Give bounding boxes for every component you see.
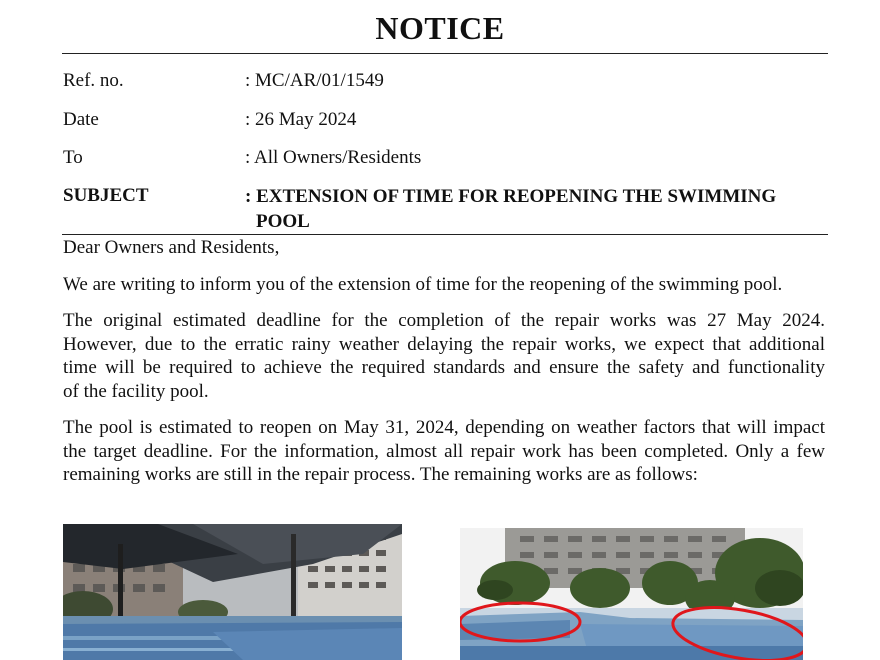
salutation: Dear Owners and Residents, bbox=[63, 237, 280, 258]
notice-title: NOTICE bbox=[375, 10, 505, 46]
pool-photo-palms-circled-icon bbox=[460, 528, 803, 660]
paragraph-2 bbox=[63, 309, 825, 403]
pool-photo-shade-sails-icon bbox=[63, 524, 402, 660]
pool-photo-right bbox=[460, 528, 803, 660]
paragraph-3-line: the target deadline. For the information, almost all repair work has been completed. Only a few bbox=[63, 440, 825, 462]
date-label: Date bbox=[63, 109, 99, 130]
to-value: : All Owners/Residents bbox=[245, 147, 422, 168]
subject-value bbox=[245, 184, 825, 234]
subject-divider bbox=[62, 234, 828, 235]
pool-photo-left bbox=[63, 524, 402, 660]
to-label: To bbox=[63, 147, 83, 168]
subject-line-1: : EXTENSION OF TIME FOR REOPENING THE SWIMMING bbox=[245, 186, 777, 207]
ref-value: : MC/AR/01/1549 bbox=[245, 70, 384, 91]
paragraph-2-line: The original estimated deadline for the completion of the repair works was 27 May 2024. bbox=[63, 310, 825, 331]
ref-label: Ref. no. bbox=[63, 70, 124, 91]
paragraph-2-line: However, due to the erratic rainy weather delaying the repair works, we expect that additional bbox=[63, 333, 825, 355]
paragraph-3-line: The pool is estimated to reopen on May 31, 2024, depending on weather factors that will impact bbox=[63, 417, 825, 438]
paragraph-2-line: time will be required to achieve the required standards and ensure the safety and functionality bbox=[63, 357, 825, 378]
subject-label: SUBJECT bbox=[63, 185, 149, 206]
paragraph-3-line: remaining works are still in the repair process. The remaining works are as follows: bbox=[63, 464, 698, 485]
date-value: : 26 May 2024 bbox=[245, 109, 357, 130]
paragraph-2-line: of the facility pool. bbox=[63, 380, 209, 402]
header-divider bbox=[62, 53, 828, 54]
paragraph-3 bbox=[63, 416, 825, 487]
subject-line-2: POOL bbox=[256, 211, 310, 232]
paragraph-1: We are writing to inform you of the extension of time for the reopening of the swimming pool. bbox=[63, 274, 783, 295]
